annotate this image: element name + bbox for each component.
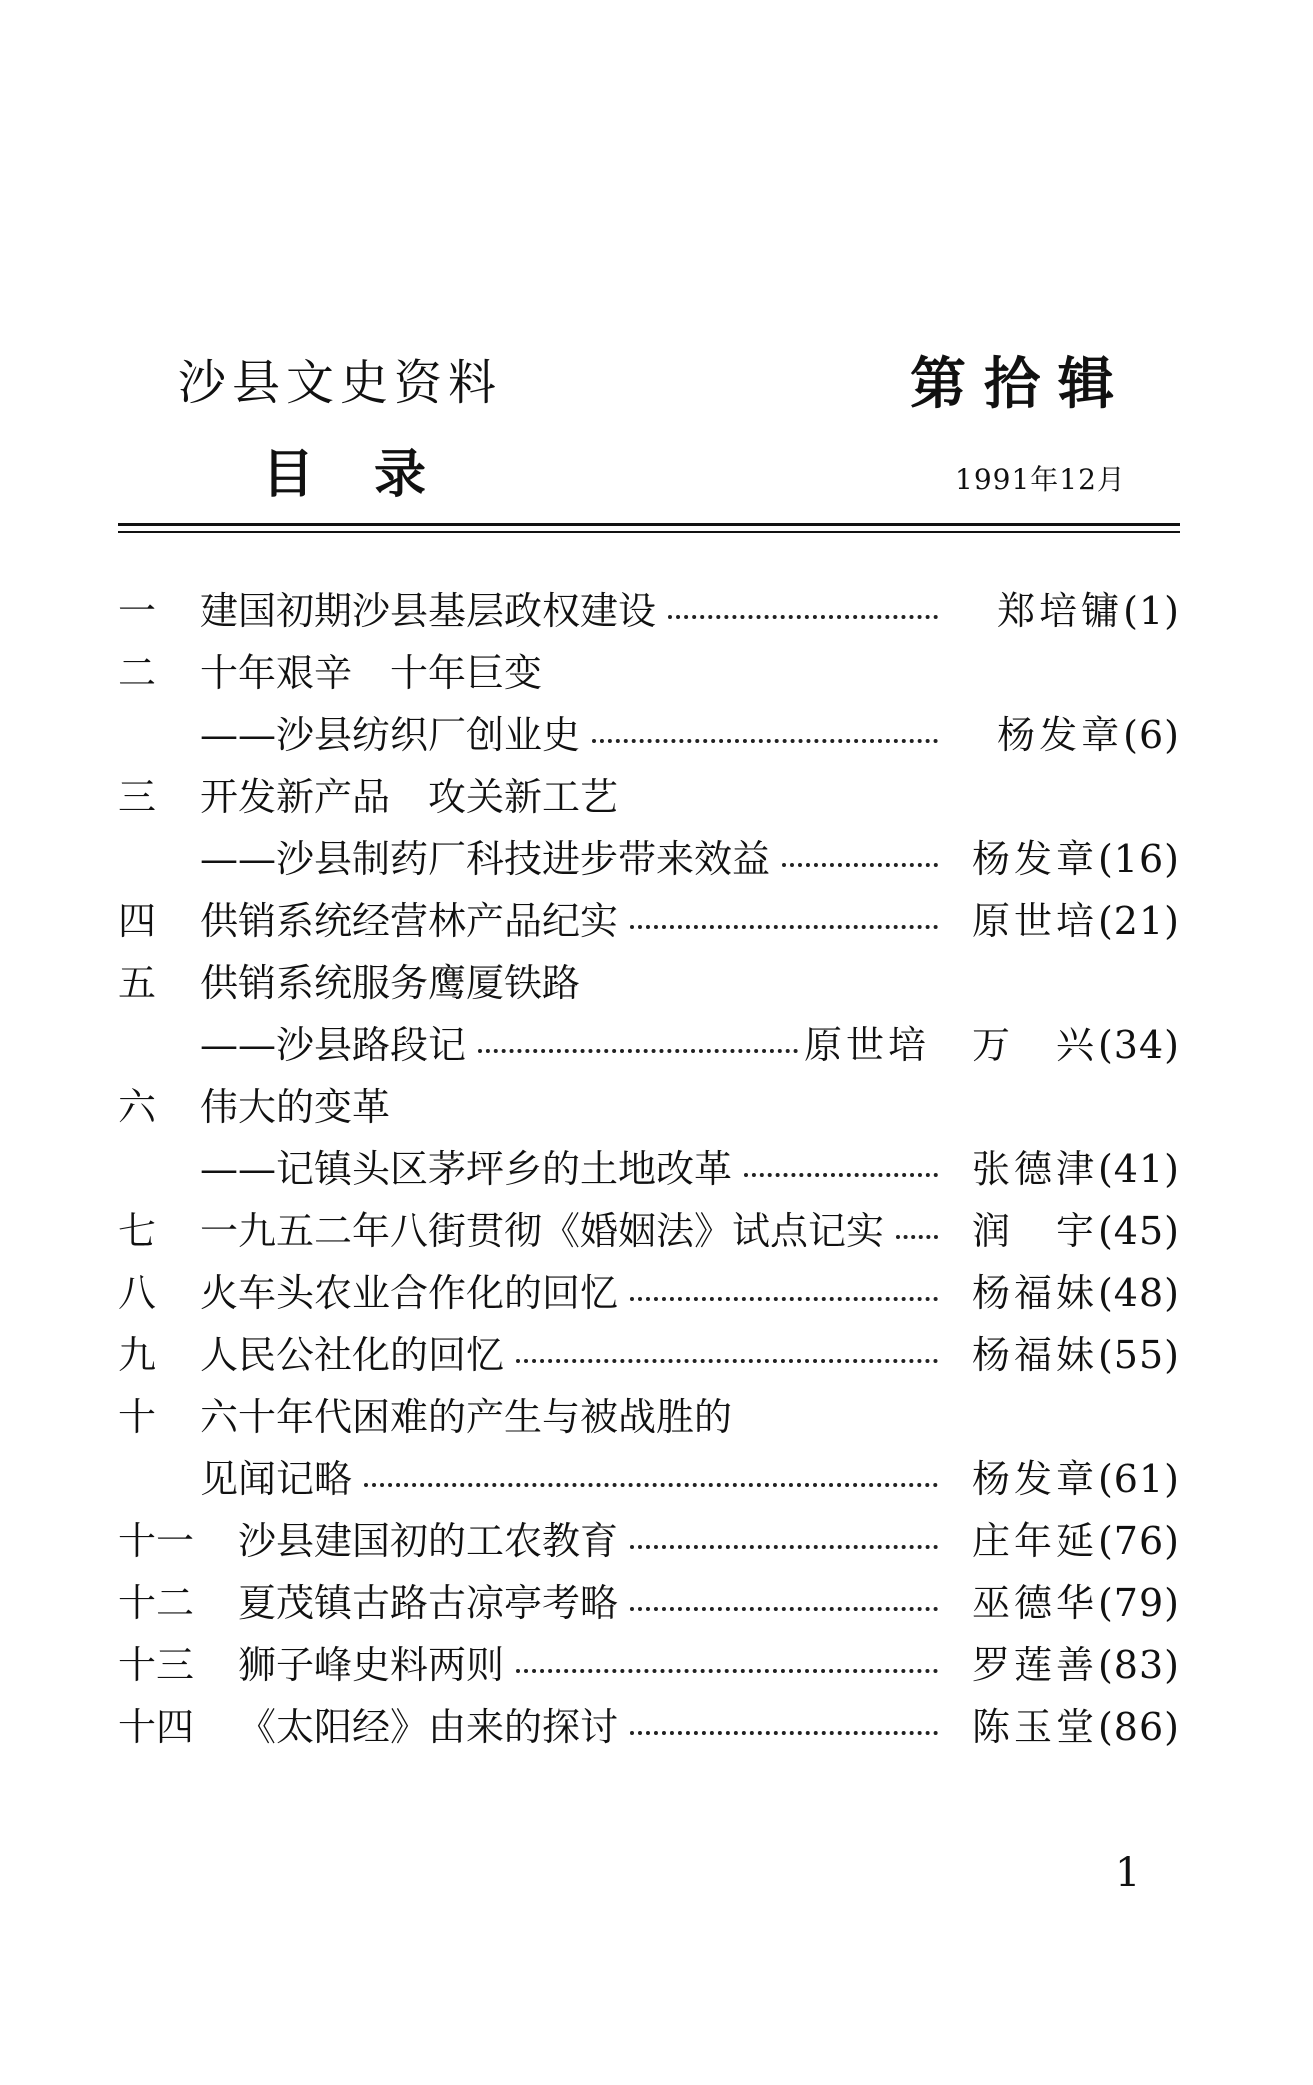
toc-entry (118, 1014, 1180, 1076)
toc-entry-author: 巫德华 (971, 1581, 1098, 1625)
toc-entry-number: 七 (118, 1209, 157, 1253)
toc-entry (118, 1324, 1180, 1386)
toc-entry-page: (21) (1097, 899, 1180, 943)
toc-entry-page: (1) (1123, 589, 1180, 633)
toc-entry-author: 杨发章 (971, 1457, 1098, 1501)
toc-entry-author: 杨发章 (997, 713, 1124, 757)
toc-entry (118, 1696, 1180, 1758)
toc-entry-page: (34) (1097, 1023, 1180, 1067)
toc-entry (118, 1386, 1180, 1448)
toc-entry-number: 十一 (118, 1519, 195, 1563)
toc-entry-author: 庄年延 (971, 1519, 1098, 1563)
toc-entry-title: 伟大的变革 (200, 1085, 391, 1129)
dot-leader (630, 1545, 938, 1549)
toc-entry-number: 六 (118, 1085, 157, 1129)
toc-entry-page: (61) (1097, 1457, 1180, 1501)
toc-entry-author: 罗莲善 (971, 1643, 1098, 1687)
toc-entry-title: 一九五二年八街贯彻《婚姻法》试点记实 (200, 1209, 885, 1253)
toc-entry (118, 642, 1180, 704)
toc-entry-title: 火车头农业合作化的回忆 (200, 1271, 619, 1315)
toc-entry (118, 1572, 1180, 1634)
dot-leader (364, 1483, 938, 1487)
page-number: 1 (1115, 1850, 1141, 1896)
toc-entry (118, 1138, 1180, 1200)
toc-entry-author: 润 宇 (971, 1209, 1098, 1253)
dot-leader (630, 1731, 938, 1735)
toc-entry-title: 建国初期沙县基层政权建设 (200, 589, 657, 633)
toc-entry-page: (76) (1097, 1519, 1180, 1563)
toc-entry-page: (86) (1097, 1705, 1180, 1749)
toc-entry-author: 张德津 (971, 1147, 1098, 1191)
toc-entry-page: (16) (1097, 837, 1180, 881)
toc-entry-title: ——沙县路段记 (200, 1023, 467, 1067)
toc-entry-page: (6) (1123, 713, 1180, 757)
toc-entry-page: (48) (1097, 1271, 1180, 1315)
dot-leader (516, 1359, 938, 1363)
toc-entry (118, 704, 1180, 766)
header-rule-thick (118, 523, 1180, 526)
toc-entry-number: 十 (118, 1395, 157, 1439)
toc-entry-title: 见闻记略 (200, 1457, 353, 1501)
toc-entry-author: 杨福妹 (971, 1271, 1098, 1315)
toc-entry-title: 六十年代困难的产生与被战胜的 (200, 1395, 733, 1439)
volume-label: 第拾辑 (910, 352, 1132, 417)
dot-leader (478, 1049, 798, 1053)
toc-entry (118, 1448, 1180, 1510)
dot-leader (896, 1235, 938, 1239)
toc-entry (118, 952, 1180, 1014)
toc-entry (118, 1634, 1180, 1696)
toc-entry (118, 766, 1180, 828)
toc-entry-page: (55) (1097, 1333, 1180, 1377)
toc-entry-page: (79) (1097, 1581, 1180, 1625)
toc-entry-author: 杨福妹 (971, 1333, 1098, 1377)
toc-entry-author: 陈玉堂 (971, 1705, 1098, 1749)
toc-entry (118, 1262, 1180, 1324)
toc-entry-author: 原世培 (971, 899, 1098, 943)
toc-entry-title: ——沙县纺织厂创业史 (200, 713, 581, 757)
toc-entry-author: 郑培镛 (997, 589, 1124, 633)
toc-entry-title: 开发新产品 攻关新工艺 (200, 775, 619, 819)
dot-leader (630, 1607, 938, 1611)
toc-entry-title: 狮子峰史料两则 (238, 1643, 505, 1687)
toc-entry-page: (45) (1097, 1209, 1180, 1253)
toc-entry-title: ——记镇头区茅坪乡的土地改革 (200, 1147, 733, 1191)
toc-entry-title: 供销系统经营林产品纪实 (200, 899, 619, 943)
toc-entry-number: 二 (118, 651, 157, 695)
series-title: 沙县文史资料 (178, 355, 503, 411)
toc-entry-title: 夏茂镇古路古凉亭考略 (238, 1581, 619, 1625)
toc-entry-number: 一 (118, 589, 157, 633)
toc-entry-title: 《太阳经》由来的探讨 (238, 1705, 619, 1749)
toc-entry-number: 四 (118, 899, 157, 943)
toc-entry-number: 十四 (118, 1705, 195, 1749)
toc-entry-title: ——沙县制药厂科技进步带来效益 (200, 837, 771, 881)
dot-leader (592, 739, 938, 743)
header-rule-thin (118, 531, 1180, 533)
toc-entry (118, 1076, 1180, 1138)
toc-entry-number: 三 (118, 775, 157, 819)
toc-entry (118, 890, 1180, 952)
toc-entry-title: 人民公社化的回忆 (200, 1333, 505, 1377)
toc-entry-title: 十年艰辛 十年巨变 (200, 651, 543, 695)
toc-entry-number: 五 (118, 961, 157, 1005)
dot-leader (782, 863, 938, 867)
toc-entry-author: 原世培 万 兴 (803, 1023, 1098, 1067)
dot-leader (516, 1669, 938, 1673)
toc-entry (118, 1510, 1180, 1572)
contents-heading: 目录 (262, 445, 487, 505)
toc-entry-title: 供销系统服务鹰厦铁路 (200, 961, 581, 1005)
toc-entry-number: 十三 (118, 1643, 195, 1687)
table-of-contents (118, 580, 1180, 1758)
dot-leader (630, 1297, 938, 1301)
publication-date: 1991年12月 (955, 463, 1126, 496)
dot-leader (668, 615, 938, 619)
toc-entry-number: 八 (118, 1271, 157, 1315)
toc-entry (118, 828, 1180, 890)
dot-leader (630, 925, 938, 929)
dot-leader (744, 1173, 938, 1177)
toc-entry-number: 十二 (118, 1581, 195, 1625)
toc-entry-author: 杨发章 (971, 837, 1098, 881)
toc-entry-page: (41) (1097, 1147, 1180, 1191)
toc-entry-title: 沙县建国初的工农教育 (238, 1519, 619, 1563)
toc-entry (118, 1200, 1180, 1262)
toc-entry-number: 九 (118, 1333, 157, 1377)
toc-entry (118, 580, 1180, 642)
toc-entry-page: (83) (1097, 1643, 1180, 1687)
